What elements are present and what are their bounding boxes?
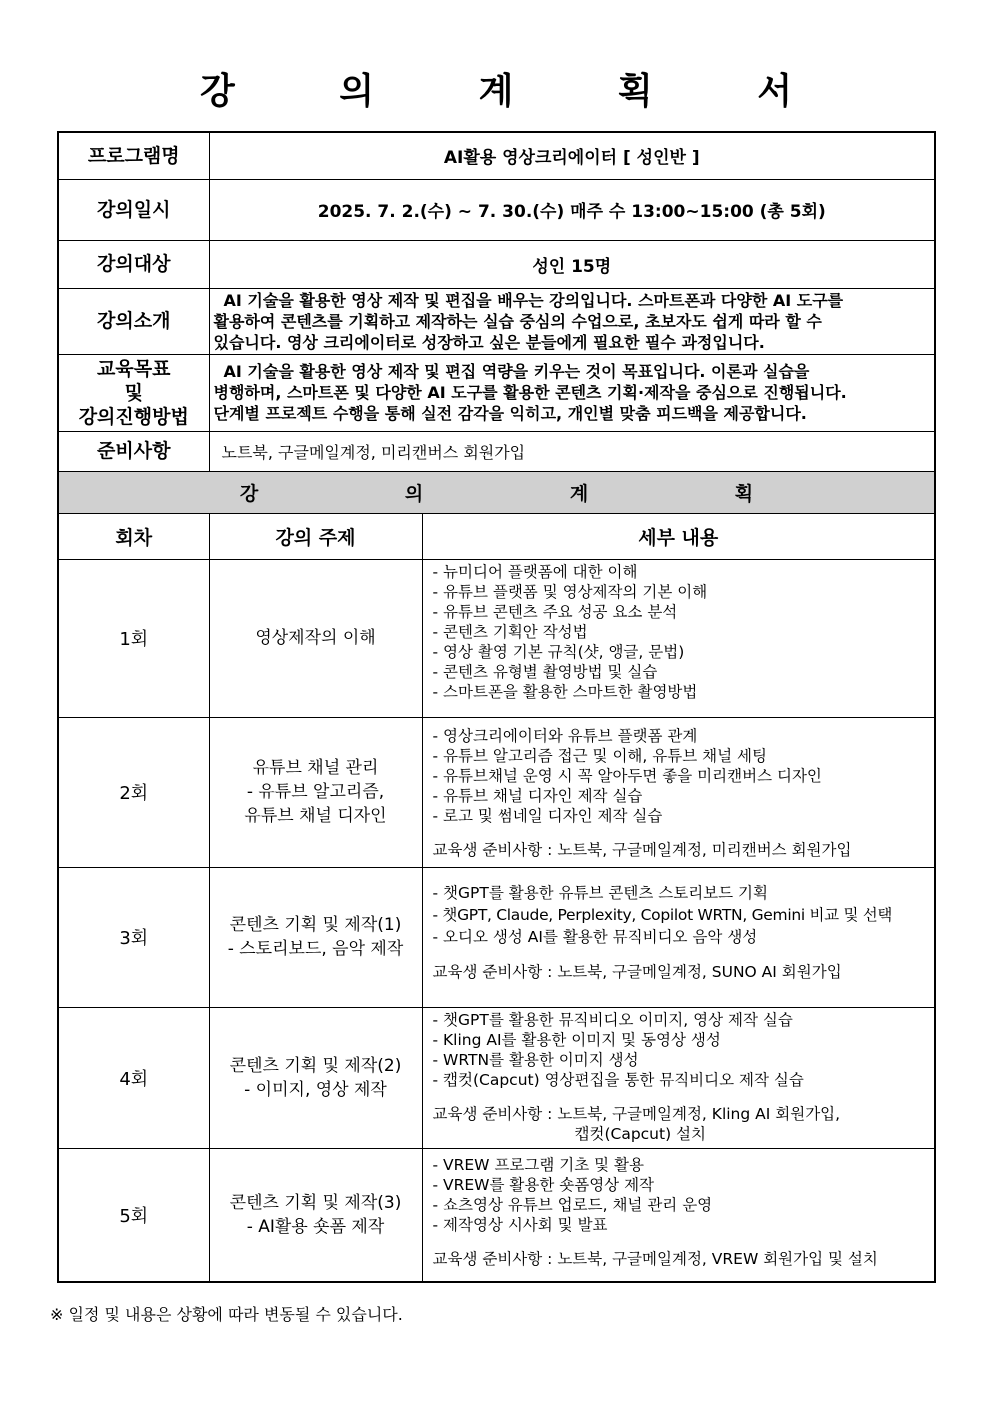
session-topic: 콘텐츠 기획 및 제작(2) - 이미지, 영상 제작: [209, 1007, 422, 1148]
session-details: [422, 1148, 935, 1282]
column-header-row: [58, 513, 935, 559]
student-prep: 교육생 준비사항 : 노트북, 구글메일계정, VREW 회원가입 및 설치: [432, 1249, 878, 1268]
detail-item: - 콘텐츠 유형별 촬영방법 및 실습: [432, 662, 658, 681]
detail-item: - 유튜브 알고리즘 접근 및 이해, 유튜브 채널 세팅: [432, 746, 767, 765]
schedule-heading: 강 의 계 획: [58, 471, 935, 513]
session-row: [58, 717, 935, 867]
intro-row: [58, 288, 935, 354]
session-topic: 콘텐츠 기획 및 제작(1) - 스토리보드, 음악 제작: [209, 867, 422, 1007]
session-topic: 콘텐츠 기획 및 제작(3) - AI활용 숏폼 제작: [209, 1148, 422, 1282]
detail-item: - 오디오 생성 AI를 활용한 뮤직비디오 음악 생성: [432, 927, 758, 946]
target-value: 성인 15명: [209, 240, 935, 288]
column-header-topic: 강의 주제: [209, 513, 422, 559]
detail-item: - 챗GPT를 활용한 유튜브 콘텐츠 스토리보드 기획: [432, 883, 768, 902]
goal-label: 교육목표 및 강의진행방법: [58, 354, 209, 431]
lecture-plan-table: [57, 131, 936, 1283]
detail-item: - VREW를 활용한 숏폼영상 제작: [432, 1175, 655, 1194]
program-label: 프로그램명: [58, 132, 209, 179]
detail-item: - VREW 프로그램 기초 및 활용: [432, 1155, 644, 1174]
document-title: 강 의 계 획 서: [199, 70, 838, 112]
column-header-details: 세부 내용: [422, 513, 935, 559]
target-row: [58, 240, 935, 288]
detail-item: - 영상크리에이터와 유튜브 플랫폼 관계: [432, 726, 698, 745]
detail-item: - 영상 촬영 기본 규칙(샷, 앵글, 문법): [432, 642, 685, 661]
detail-item: - 쇼츠영상 유튜브 업로드, 채널 관리 운영: [432, 1195, 713, 1214]
program-row: [58, 132, 935, 179]
detail-item: - 유튜브채널 운영 시 꼭 알아두면 좋을 미리캔버스 디자인: [432, 766, 822, 785]
detail-item: - 챗GPT를 활용한 뮤직비디오 이미지, 영상 제작 실습: [432, 1010, 793, 1029]
detail-item: - 챗GPT, Claude, Perplexity, Copilot WRTN, Gemini 비교 및 선택: [432, 905, 893, 924]
target-label: 강의대상: [58, 240, 209, 288]
detail-item: - 캡컷(Capcut) 영상편집을 통한 뮤직비디오 제작 실습: [432, 1070, 804, 1089]
session-details: [422, 867, 935, 1007]
intro-text: AI 기술을 활용한 영상 제작 및 편집을 배우는 강의입니다. 스마트폰과 다양한 AI 도구를 활용하여 콘텐츠를 기획하고 제작하는 실습 중심의 수업으로, 초보자도 쉽게 따라 할 수 있습니다. 영상 크리에이터로 성장하고 싶은 분들에게 필요한 필수 과정입니다.: [209, 288, 935, 354]
footnote: ※ 일정 및 내용은 상황에 따라 변동될 수 있습니다.: [50, 1305, 403, 1324]
session-details: [422, 717, 935, 867]
session-details: [422, 1007, 935, 1148]
detail-item: - 로고 및 썸네일 디자인 제작 실습: [432, 806, 663, 825]
student-prep: 교육생 준비사항 : 노트북, 구글메일계정, SUNO AI 회원가입: [432, 962, 842, 981]
session-number: 3회: [58, 867, 209, 1007]
session-topic: 유튜브 채널 관리 - 유튜브 알고리즘, 유튜브 채널 디자인: [209, 717, 422, 867]
program-value: AI활용 영상크리에이터 [ 성인반 ]: [209, 132, 935, 179]
prep-value: 노트북, 구글메일계정, 미리캔버스 회원가입: [209, 431, 935, 471]
date-label: 강의일시: [58, 179, 209, 240]
detail-item: - 유튜브 채널 디자인 제작 실습: [432, 786, 643, 805]
detail-item: - Kling AI를 활용한 이미지 및 동영상 생성: [432, 1030, 721, 1049]
detail-item: - 유튜브 플랫폼 및 영상제작의 기본 이해: [432, 582, 708, 601]
session-row: [58, 1007, 935, 1148]
intro-label: 강의소개: [58, 288, 209, 354]
prep-row: [58, 431, 935, 471]
session-topic: 영상제작의 이해: [209, 559, 422, 717]
session-number: 2회: [58, 717, 209, 867]
detail-item: - 뉴미디어 플랫폼에 대한 이해: [432, 562, 638, 581]
session-number: 1회: [58, 559, 209, 717]
date-value: 2025. 7. 2.(수) ~ 7. 30.(수) 매주 수 13:00~15:00 (총 5회): [209, 179, 935, 240]
prep-label: 준비사항: [58, 431, 209, 471]
date-row: [58, 179, 935, 240]
student-prep: 교육생 준비사항 : 노트북, 구글메일계정, 미리캔버스 회원가입: [432, 840, 852, 859]
session-row: [58, 867, 935, 1007]
student-prep: 교육생 준비사항 : 노트북, 구글메일계정, Kling AI 회원가입,: [432, 1104, 841, 1123]
session-row: [58, 559, 935, 717]
goal-row: [58, 354, 935, 431]
session-row: [58, 1148, 935, 1282]
goal-text: AI 기술을 활용한 영상 제작 및 편집 역량을 키우는 것이 목표입니다. 이론과 실습을 병행하며, 스마트폰 및 다양한 AI 도구를 활용한 콘텐츠 기획·제작을 중심으로 진행됩니다. 단계별 프로젝트 수행을 통해 실전 감각을 익히고, 개인별 맞춤 피드백을 제공합니다.: [209, 354, 935, 431]
session-number: 5회: [58, 1148, 209, 1282]
session-number: 4회: [58, 1007, 209, 1148]
column-header-session: 회차: [58, 513, 209, 559]
detail-item: - 유튜브 콘텐츠 주요 성공 요소 분석: [432, 602, 678, 621]
detail-item: - WRTN를 활용한 이미지 생성: [432, 1050, 639, 1069]
detail-item: - 스마트폰을 활용한 스마트한 촬영방법: [432, 682, 698, 701]
session-details: [422, 559, 935, 717]
schedule-heading-row: [58, 471, 935, 513]
student-prep-continued: 캡컷(Capcut) 설치: [574, 1124, 706, 1143]
detail-item: - 제작영상 시사회 및 발표: [432, 1215, 608, 1234]
detail-item: - 콘텐츠 기획안 작성법: [432, 622, 588, 641]
